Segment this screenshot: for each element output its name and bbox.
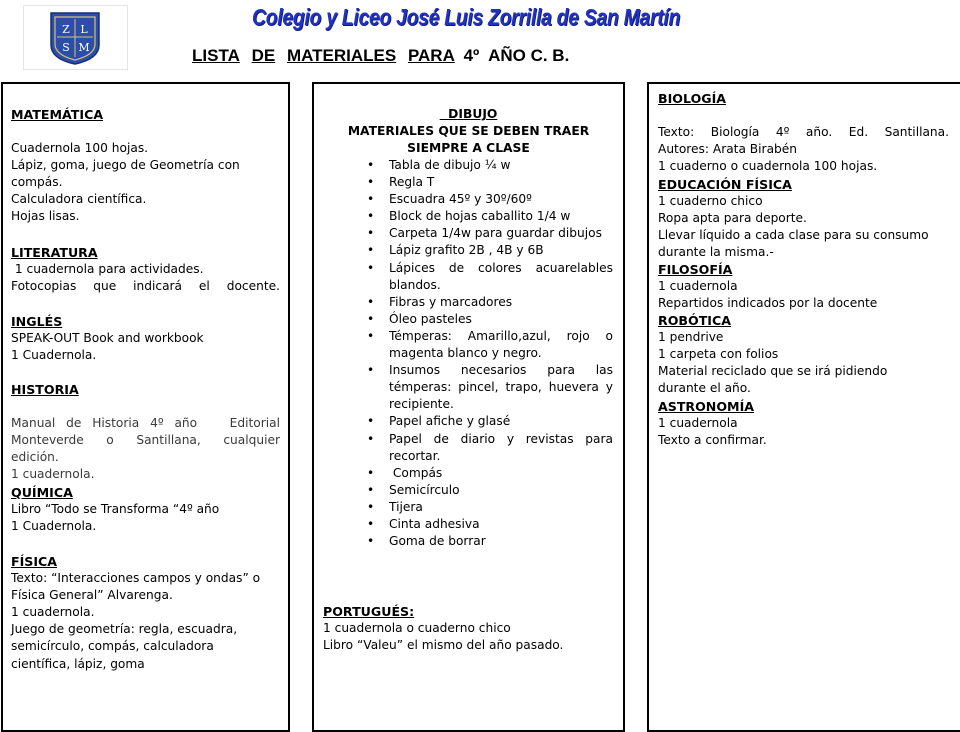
section-line: 1 cuaderno o cuadernola 100 hojas. [658,159,878,174]
section-line: compás. [11,175,63,190]
list-title [192,46,576,66]
section-filosofia [658,261,949,312]
school-name: Colegio y Liceo José Luis Zorrilla de San Martín [252,4,681,30]
section-line: durante el año. [658,381,751,396]
section-portugues [323,603,613,654]
section-line: Texto a confirmar. [658,433,767,448]
center-column [312,82,625,732]
list-item: • Fibras y marcadores [314,294,613,311]
list-item: • Óleo pasteles [314,311,613,328]
section-line: Autores: Arata Birabén [658,142,797,157]
section-line: Ropa apta para deporte. [658,211,807,226]
section-literatura [11,244,280,295]
svg-text:L: L [80,23,88,36]
section-line: 1 cuadernola. [11,605,95,620]
section-line: 1 pendrive [658,330,724,345]
section-line: Calculadora científica. [11,192,147,207]
section-title: ASTRONOMÍA [658,399,755,414]
section-line: 1 cuadernola [658,416,738,431]
section-robotica [658,312,949,397]
section-title: HISTORIA [11,382,79,397]
section-line: Libro “Todo se Transforma “4º año [11,502,220,517]
section-educacion-fisica [658,176,949,261]
section-title: DIBUJO [439,107,498,121]
right-column [647,82,960,732]
section-title: QUÍMICA [11,485,73,500]
section-title: PORTUGUÉS: [323,604,415,619]
section-line: Hojas lisas. [11,209,80,224]
section-line: Llevar líquido a cada clase para su consumo [658,228,929,243]
section-line: Manual de Historia 4º año Editorial [11,416,280,431]
section-line: Juego de geometría: regla, escuadra, [11,622,238,637]
list-item: • Témperas: Amarillo,azul, rojo o magenta blanco y negro. [314,328,613,362]
section-title: LITERATURA [11,245,98,260]
list-item: • Tijera [314,499,613,516]
section-dibujo-header [314,106,623,157]
svg-text:S: S [62,41,70,54]
list-item: • Block de hojas caballito 1/4 w [314,208,613,225]
section-line: durante la misma.- [658,245,774,260]
section-line: 1 cuadernola [658,279,738,294]
section-line: edición. [11,450,59,465]
list-item: • Papel de diario y revistas para recortar. [314,431,613,465]
section-title: EDUCACIÓN FÍSICA [658,177,792,192]
list-item: • Tabla de dibujo ¼ w [314,157,613,174]
section-line: Física General” Alvarenga. [11,588,173,603]
svg-text:Z: Z [62,23,70,36]
svg-text:M: M [78,41,90,54]
school-crest-icon [49,11,101,65]
section-astronomia [658,398,949,449]
section-line: Texto: “Interacciones campos y ondas” o [11,571,261,586]
list-item: • Carpeta 1/4w para guardar dibujos [314,225,613,242]
section-title: FILOSOFÍA [658,262,733,277]
section-line: Lápiz, goma, juego de Geometría con [11,158,240,173]
section-line: 1 cuaderno chico [658,194,763,209]
section-ingles [11,313,280,364]
section-fisica [11,553,280,673]
section-historia [11,381,280,483]
section-line: 1 cuadernola o cuaderno chico [323,621,511,636]
section-line: 1 carpeta con folios [658,347,779,362]
list-title-word: LISTA [192,46,240,65]
list-item: • Insumos necesarios para las témperas: pincel, trapo, huevera y recipiente. [314,362,613,413]
list-title-word: PARA [407,46,455,65]
section-subtitle: MATERIALES QUE SE DEBEN TRAER [347,124,590,138]
list-title-word: DE [251,46,276,65]
section-line: científica, lápiz, goma [11,656,145,671]
list-item: • Cinta adhesiva [314,516,613,533]
section-biologia [658,90,949,175]
list-item: • Papel afiche y glasé [314,413,613,430]
section-title: INGLÉS [11,314,63,329]
list-item: • Goma de borrar [314,533,613,550]
section-line: 1 Cuadernola. [11,348,97,363]
section-line: Texto: Biología 4º año. Ed. Santillana. [658,125,949,140]
list-item: • Lápices de colores acuarelables blandos. [314,260,613,294]
left-column [1,82,290,732]
section-line: Fotocopias que indicará el docente. [11,279,280,294]
section-quimica [11,484,280,535]
section-line: Libro “Valeu” el mismo del año pasado. [323,638,564,653]
section-subtitle: SIEMPRE A CLASE [407,141,530,155]
section-line: 1 cuadernola. [11,467,95,482]
section-title: BIOLOGÍA [658,91,727,106]
list-item: • Escuadra 45º y 30º/60º [314,191,613,208]
list-title-word: MATERIALES [286,46,397,65]
section-title: MATEMÁTICA [11,107,104,122]
section-matematica [11,106,280,226]
section-line: Cuadernola 100 hojas. [11,141,149,156]
section-title: FÍSICA [11,554,58,569]
section-line: 1 Cuadernola. [11,519,97,534]
list-item: • Semicírculo [314,482,613,499]
list-item: • Lápiz grafito 2B , 4B y 6B [314,242,613,259]
school-logo [23,5,128,70]
list-item: • Regla T [314,174,613,191]
section-line: semicírculo, compás, calculadora [11,639,214,654]
section-line: Monteverde o Santillana, cualquier [11,433,280,448]
section-line: Repartidos indicados por la docente [658,296,878,311]
dibujo-materials-list [314,157,613,550]
list-item: • Compás [314,465,613,482]
list-title-grade: 4º AÑO C. B. [463,46,570,65]
section-line: 1 cuadernola para actividades. [11,262,204,277]
section-title: ROBÓTICA [658,313,731,328]
section-line: SPEAK-OUT Book and workbook [11,331,204,346]
section-line: Material reciclado que se irá pidiendo [658,364,888,379]
